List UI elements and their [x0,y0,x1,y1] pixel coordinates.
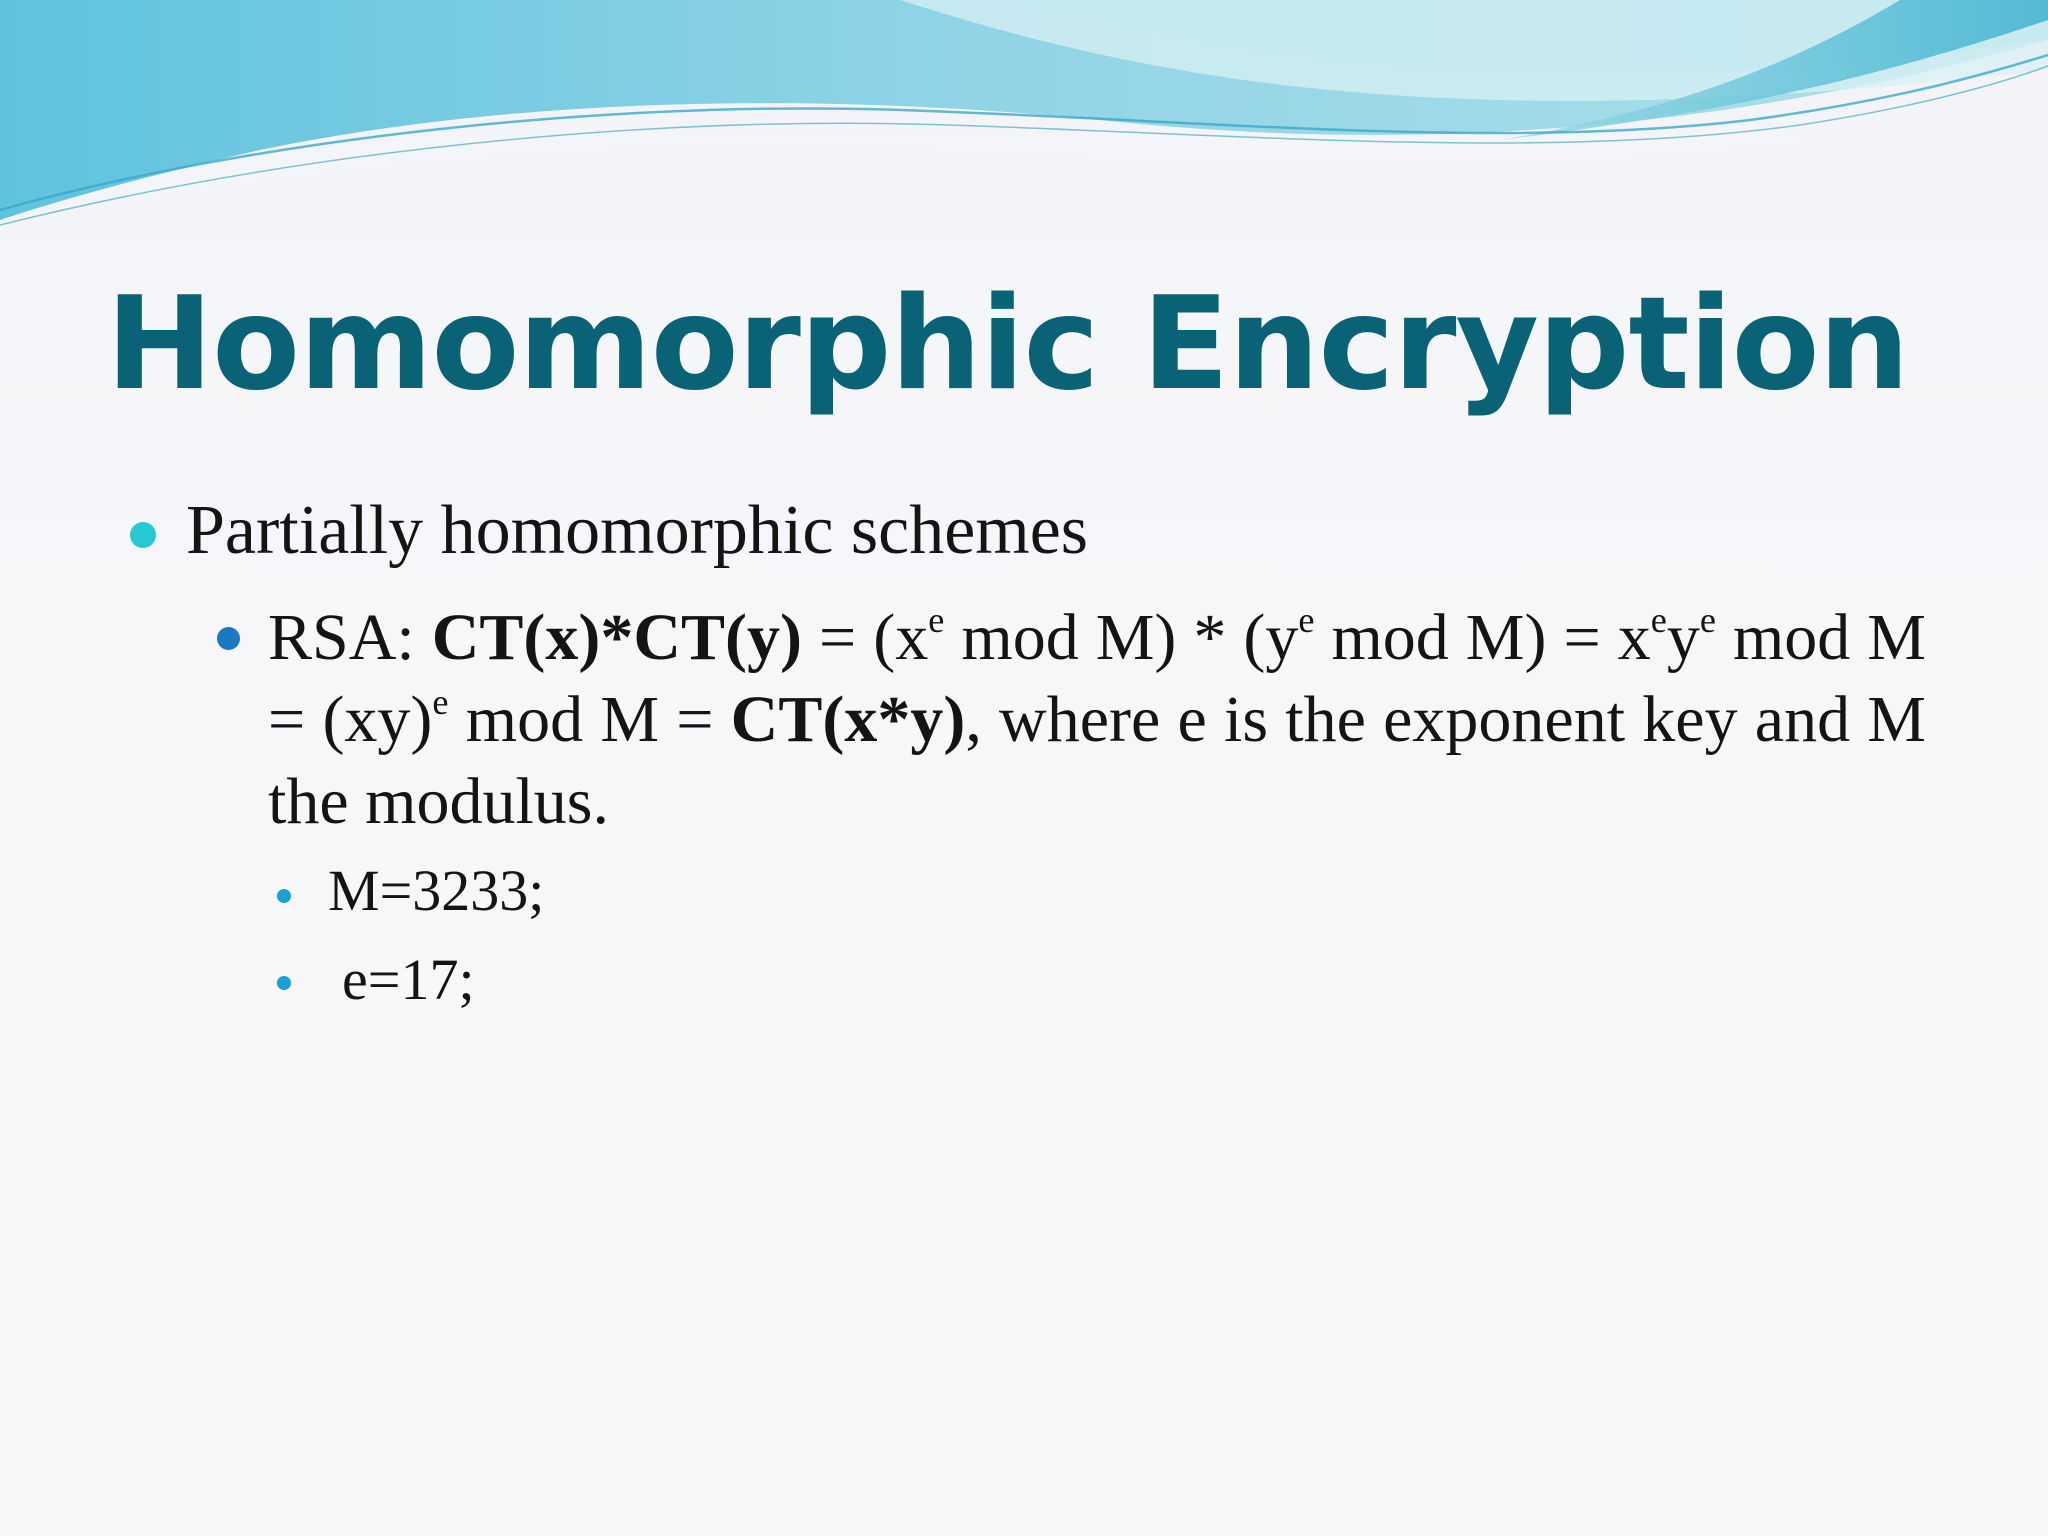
exponent-value-text: e=17; [342,947,475,1012]
bullet-dot-icon [277,889,291,903]
ct-xy: CT(x*y) [730,683,966,756]
exponent-e: e [432,681,449,722]
rsa-y: y [1666,601,1700,674]
exponent-e: e [1650,599,1667,640]
exponent-e: e [928,599,945,640]
rsa-mod-eq: mod M) = x [1314,601,1651,674]
exponent-e: e [1298,599,1315,640]
bullet-level1-text: Partially homomorphic schemes [186,492,1089,569]
exponent-e: e [1699,599,1716,640]
rsa-label: RSA: [268,601,432,674]
wave-header-decoration [0,0,2048,240]
rsa-tail: , where e is the exponent key and M the modulus. [268,683,1926,838]
rsa-mod-eq2: mod M = [448,683,731,756]
bullet-level3-exponent [328,945,475,1015]
rsa-mod-eq-xy: mod M = (xy) [268,601,1926,756]
bullet-level3-modulus: M=3233; [328,858,545,923]
bullet-dot-icon [217,627,240,650]
bullet-dot-icon [277,976,291,990]
slide-title: Homomorphic Encryption [106,270,1909,419]
bullet-dot-icon [130,522,156,548]
rsa-mod-times: mod M) * (y [944,601,1299,674]
bullet-level2-rsa [268,597,1926,843]
ct-product: CT(x)*CT(y) [431,601,803,674]
rsa-eq1: = (x [802,601,929,674]
